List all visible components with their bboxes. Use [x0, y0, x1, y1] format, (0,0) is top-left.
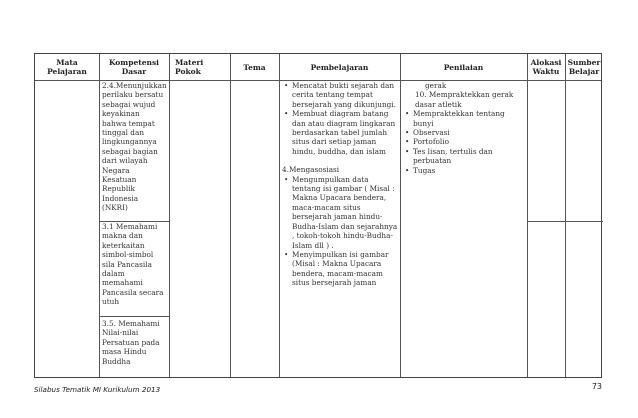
syllabus-table	[34, 53, 602, 378]
column-divider	[400, 54, 401, 377]
header-tema: Tema	[243, 62, 266, 72]
header-mata-pelajaran: Mata Pelajaran	[47, 58, 87, 76]
list-item: • Mengumpulkan data tentang isi gambar ( Misal : Makna Upacara bendera, maca-macam situs bersejarah jaman hindu-Budha-Islam dan sejarahnya , tokoh-tokoh hindu-Budha-Islam dll ) .	[282, 175, 398, 250]
list-item: • Tes lisan, tertulis dan perbuatan	[403, 147, 524, 166]
column-divider	[169, 54, 170, 377]
page-number: 73	[591, 382, 602, 391]
header-materi-pokok: Materi Pokok	[175, 58, 204, 76]
row-divider	[527, 221, 603, 222]
row-divider	[99, 316, 169, 317]
penilaian-continuation: gerak	[425, 81, 447, 90]
column-divider	[99, 54, 100, 377]
kompetensi-dasar-3-1: 3.1 Memahami makna dan keterkaitan simbol-simbol sila Pancasila dalam memahami Pancasila secara utuh	[102, 222, 164, 307]
header-kompetensi-dasar: Kompetensi Dasar	[108, 58, 160, 76]
list-item: • Menyimpulkan isi gambar (Misal : Makna Upacara bendera, macam-macam situs bersejarah jaman	[282, 250, 398, 288]
column-divider	[279, 54, 280, 377]
header-pembelajaran: Pembelajaran	[310, 62, 369, 72]
penilaian-cell	[403, 81, 524, 175]
list-item: • Mencatat bukti sejarah dan cerita tentang tempat bersejarah yang dikunjungi.	[282, 81, 398, 109]
pembelajaran-cell	[282, 81, 398, 288]
list-item: • Membuat diagram batang dan atau diagram lingkaran berdasarkan tabel jumlah situs dari setiap jaman hindu, buddha, dan islam	[282, 109, 398, 156]
column-divider	[565, 54, 566, 377]
header-alokasi-waktu: Alokasi Waktu	[530, 58, 562, 76]
kompetensi-dasar-2-4: 2.4.Menunjukkan perilaku bersatu sebagai wujud keyakinan bahwa tempat tinggal dan lingkungannya sebagai bagian dari wilayah Negara Kesatuan Republik Indonesia (NKRI)	[102, 81, 167, 213]
header-sumber-belajar: Sumber Belajar	[567, 58, 601, 76]
column-divider	[230, 54, 231, 377]
kompetensi-dasar-3-5: 3.5. Memahami Nilai-nilai Persatuan pada masa Hindu Buddha	[102, 319, 160, 366]
list-item: • Observasi	[403, 128, 524, 137]
footer-title: Silabus Tematik MI Kurikulum 2013	[34, 385, 161, 394]
column-divider	[527, 54, 528, 377]
list-item: • Portofolio	[403, 137, 524, 146]
mengasosiasi-heading: 4.Mengasosiasi	[282, 165, 340, 175]
penilaian-item-10: 10. Mempraktekkan gerak dasar atletik	[415, 90, 514, 109]
list-item: • Tugas	[403, 166, 524, 175]
list-item: • Mempraktekkan tentang bunyi	[403, 109, 524, 128]
header-penilaian: Penilaian	[443, 62, 484, 72]
